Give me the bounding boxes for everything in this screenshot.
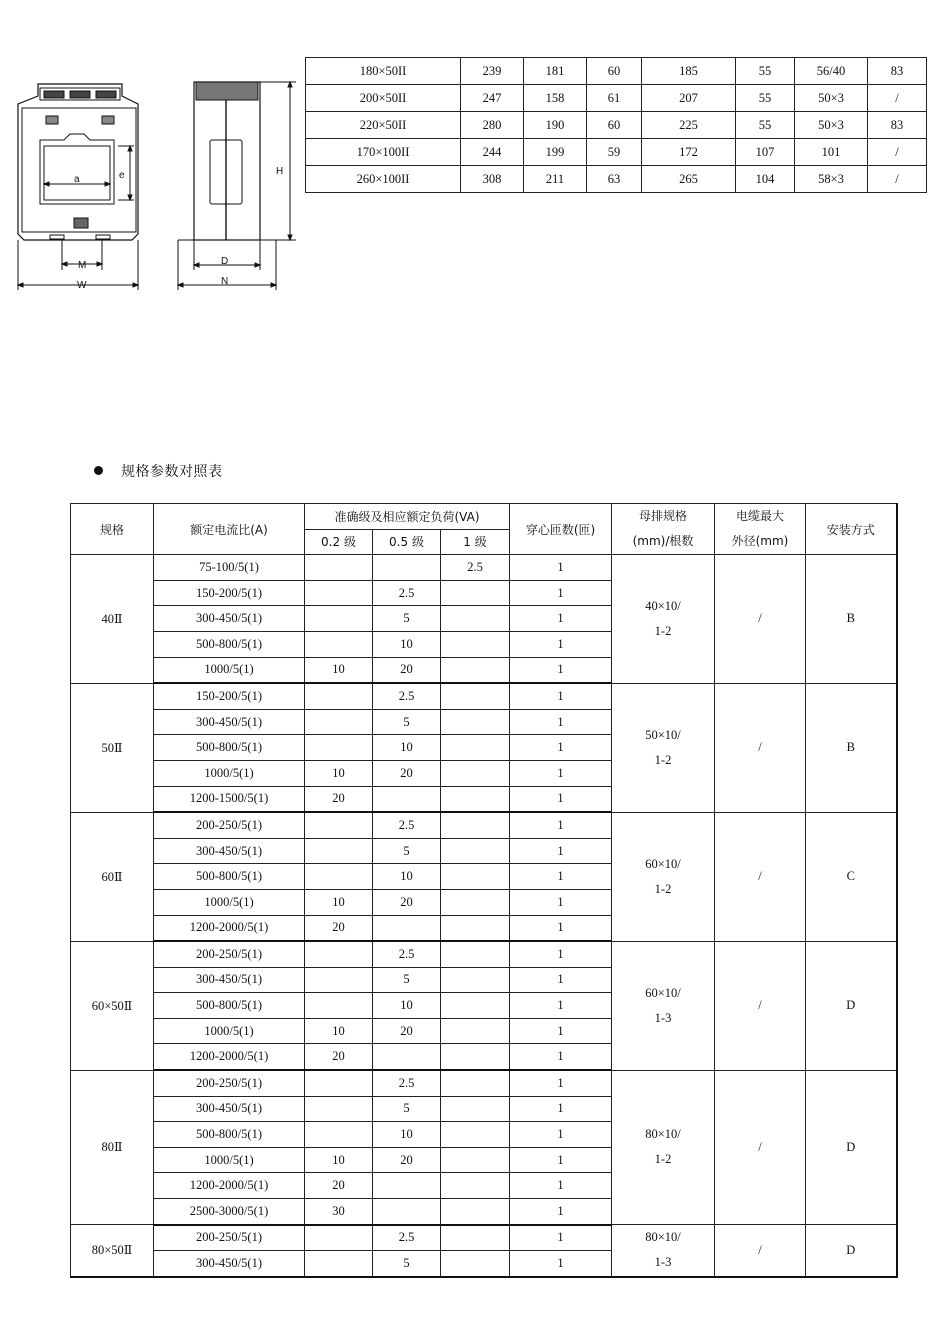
spec-c02 (305, 606, 373, 632)
spec-turns: 1 (510, 838, 612, 864)
spec-c02: 20 (305, 786, 373, 812)
spec-busbar (612, 683, 715, 812)
spec-row (71, 812, 897, 838)
spec-c02 (305, 735, 373, 761)
spec-ratio: 300-450/5(1) (154, 1096, 305, 1122)
spec-c1 (441, 1096, 510, 1122)
spec-c1 (441, 657, 510, 683)
spec-c02: 20 (305, 915, 373, 941)
spec-model: 60×50Ⅱ (71, 941, 154, 1070)
dimension-value: 207 (642, 85, 736, 112)
spec-turns: 1 (510, 941, 612, 967)
dimension-value: 225 (642, 112, 736, 139)
dimension-value: / (868, 166, 927, 193)
spec-ratio: 1200-2000/5(1) (154, 915, 305, 941)
spec-c02: 10 (305, 889, 373, 915)
spec-c1 (441, 838, 510, 864)
dimension-value: 50×3 (795, 112, 868, 139)
spec-c05 (373, 1173, 441, 1199)
spec-model: 50Ⅱ (71, 683, 154, 812)
spec-cable: / (715, 555, 806, 683)
spec-ratio: 1000/5(1) (154, 657, 305, 683)
dimension-model: 220×50II (306, 112, 461, 139)
spec-turns: 1 (510, 786, 612, 812)
spec-c05 (373, 915, 441, 941)
spec-c05: 5 (373, 838, 441, 864)
spec-c02 (305, 683, 373, 709)
spec-ratio: 300-450/5(1) (154, 709, 305, 735)
dimension-value: / (868, 85, 927, 112)
spec-c05: 5 (373, 1251, 441, 1277)
spec-c05: 2.5 (373, 941, 441, 967)
dimension-value: 211 (524, 166, 587, 193)
spec-ratio: 1000/5(1) (154, 1147, 305, 1173)
spec-c05: 10 (373, 864, 441, 890)
dim-label-a: a (74, 174, 80, 185)
spec-ratio: 150-200/5(1) (154, 580, 305, 606)
dimension-value: 190 (524, 112, 587, 139)
spec-row (71, 683, 897, 709)
spec-c05 (373, 786, 441, 812)
spec-turns: 1 (510, 1251, 612, 1277)
header-cable: 电缆最大 外径(mm) (715, 504, 806, 555)
header-class-05: 0.5 级 (373, 529, 441, 555)
spec-c05: 20 (373, 760, 441, 786)
spec-turns: 1 (510, 889, 612, 915)
spec-c02: 10 (305, 760, 373, 786)
spec-ratio: 500-800/5(1) (154, 631, 305, 657)
spec-c02: 10 (305, 1147, 373, 1173)
busbar-size: 60×10/ (645, 985, 681, 1000)
spec-c1 (441, 580, 510, 606)
dim-label-w: W (77, 280, 87, 291)
dimension-row (306, 85, 927, 112)
spec-c1 (441, 1044, 510, 1070)
spec-c05: 5 (373, 709, 441, 735)
dim-label-d: D (221, 256, 229, 267)
spec-c02 (305, 838, 373, 864)
dimension-model: 200×50II (306, 85, 461, 112)
busbar-size: 40×10/ (645, 598, 681, 613)
spec-ratio: 2500-3000/5(1) (154, 1199, 305, 1225)
dimension-row (306, 166, 927, 193)
spec-c1 (441, 786, 510, 812)
dimension-model: 170×100II (306, 139, 461, 166)
busbar-count: 1-2 (654, 1152, 672, 1167)
header-class-02: 0.2 级 (305, 529, 373, 555)
spec-cable: / (715, 1070, 806, 1225)
spec-c02 (305, 1225, 373, 1251)
dimension-value: 101 (795, 139, 868, 166)
spec-c1: 2.5 (441, 555, 510, 581)
spec-turns: 1 (510, 760, 612, 786)
spec-turns: 1 (510, 606, 612, 632)
spec-turns: 1 (510, 1018, 612, 1044)
spec-c1 (441, 1225, 510, 1251)
spec-c05: 10 (373, 993, 441, 1019)
spec-busbar (612, 812, 715, 941)
spec-c05: 2.5 (373, 683, 441, 709)
dimension-model: 260×100II (306, 166, 461, 193)
spec-c05: 5 (373, 606, 441, 632)
dimension-row (306, 139, 927, 166)
spec-ratio: 1000/5(1) (154, 889, 305, 915)
spec-ratio: 1000/5(1) (154, 1018, 305, 1044)
spec-mount: D (806, 1070, 897, 1225)
dimension-value: 265 (642, 166, 736, 193)
dimension-value: 83 (868, 58, 927, 85)
spec-ratio: 75-100/5(1) (154, 555, 305, 581)
spec-c1 (441, 735, 510, 761)
busbar-count: 1-3 (654, 1010, 672, 1025)
busbar-count: 1-2 (654, 623, 672, 638)
header-accuracy: 准确级及相应额定负荷(VA) (305, 504, 510, 530)
spec-table (70, 503, 898, 1278)
dimension-value: 107 (736, 139, 795, 166)
spec-cable: / (715, 683, 806, 812)
spec-turns: 1 (510, 631, 612, 657)
spec-model: 40Ⅱ (71, 555, 154, 683)
section-title: 规格参数对照表 (121, 464, 223, 480)
dimension-value: 185 (642, 58, 736, 85)
spec-c1 (441, 1018, 510, 1044)
spec-ratio: 200-250/5(1) (154, 941, 305, 967)
spec-mount: C (806, 812, 897, 941)
spec-c05: 2.5 (373, 1225, 441, 1251)
spec-turns: 1 (510, 1199, 612, 1225)
spec-c1 (441, 915, 510, 941)
busbar-count: 1-2 (654, 881, 672, 896)
spec-model: 60Ⅱ (71, 812, 154, 941)
spec-c1 (441, 709, 510, 735)
dimension-value: 308 (461, 166, 524, 193)
header-ratio: 额定电流比(A) (154, 504, 305, 555)
spec-turns: 1 (510, 993, 612, 1019)
spec-c05: 20 (373, 889, 441, 915)
busbar-count: 1-3 (654, 1255, 672, 1270)
spec-cable: / (715, 941, 806, 1070)
spec-ratio: 150-200/5(1) (154, 683, 305, 709)
dim-label-m: M (78, 260, 87, 271)
spec-c02 (305, 555, 373, 581)
dimension-value: 59 (587, 139, 642, 166)
spec-c02: 20 (305, 1173, 373, 1199)
spec-turns: 1 (510, 1070, 612, 1096)
header-busbar: 母排规格 (mm)/根数 (612, 504, 715, 555)
dimension-value: 50×3 (795, 85, 868, 112)
dimension-value: 247 (461, 85, 524, 112)
busbar-size: 50×10/ (645, 727, 681, 742)
spec-ratio: 1200-2000/5(1) (154, 1044, 305, 1070)
spec-ratio: 500-800/5(1) (154, 1122, 305, 1148)
spec-busbar (612, 1225, 715, 1277)
spec-c05 (373, 1199, 441, 1225)
spec-c05: 2.5 (373, 812, 441, 838)
side-view-outline (194, 82, 260, 240)
dimension-row (306, 58, 927, 85)
spec-ratio: 200-250/5(1) (154, 1225, 305, 1251)
dimension-table (305, 57, 927, 193)
spec-c02 (305, 1096, 373, 1122)
spec-c02 (305, 864, 373, 890)
header-turns: 穿心匝数(匝) (510, 504, 612, 555)
busbar-size: 80×10/ (645, 1127, 681, 1142)
spec-c1 (441, 1199, 510, 1225)
nameplate (74, 218, 88, 228)
spec-turns: 1 (510, 1122, 612, 1148)
spec-turns: 1 (510, 1225, 612, 1251)
dimension-row (306, 112, 927, 139)
spec-c02 (305, 1251, 373, 1277)
spec-turns: 1 (510, 864, 612, 890)
spec-c1 (441, 760, 510, 786)
spec-c05: 5 (373, 967, 441, 993)
spec-ratio: 1200-2000/5(1) (154, 1173, 305, 1199)
spec-ratio: 500-800/5(1) (154, 864, 305, 890)
spec-turns: 1 (510, 657, 612, 683)
spec-row (71, 941, 897, 967)
spec-row (71, 555, 897, 581)
spec-c02: 10 (305, 657, 373, 683)
spec-busbar (612, 941, 715, 1070)
dimension-value: / (868, 139, 927, 166)
dimension-value: 60 (587, 112, 642, 139)
spec-c02: 30 (305, 1199, 373, 1225)
spec-mount: D (806, 941, 897, 1070)
spec-c1 (441, 941, 510, 967)
spec-c05: 10 (373, 1122, 441, 1148)
spec-ratio: 300-450/5(1) (154, 838, 305, 864)
section-heading (94, 461, 223, 481)
spec-c02 (305, 941, 373, 967)
spec-mount: B (806, 555, 897, 683)
spec-c1 (441, 993, 510, 1019)
dimension-model: 180×50II (306, 58, 461, 85)
spec-c02 (305, 993, 373, 1019)
spec-c1 (441, 889, 510, 915)
dim-label-h: H (276, 166, 284, 177)
spec-turns: 1 (510, 812, 612, 838)
spec-turns: 1 (510, 915, 612, 941)
busbar-size: 60×10/ (645, 856, 681, 871)
spec-c05: 20 (373, 657, 441, 683)
dimension-value: 158 (524, 85, 587, 112)
front-view-outline (18, 84, 138, 240)
spec-c1 (441, 683, 510, 709)
dim-label-n: N (221, 276, 229, 287)
dimension-value: 56/40 (795, 58, 868, 85)
spec-c1 (441, 864, 510, 890)
spec-c1 (441, 967, 510, 993)
spec-c02 (305, 967, 373, 993)
dimension-value: 83 (868, 112, 927, 139)
spec-c1 (441, 1147, 510, 1173)
dimension-value: 199 (524, 139, 587, 166)
spec-c05: 2.5 (373, 1070, 441, 1096)
spec-c05: 2.5 (373, 580, 441, 606)
spec-cable: / (715, 1225, 806, 1277)
spec-turns: 1 (510, 683, 612, 709)
spec-c02 (305, 1122, 373, 1148)
spec-c02 (305, 580, 373, 606)
spec-c02 (305, 812, 373, 838)
spec-c05: 10 (373, 735, 441, 761)
spec-mount: B (806, 683, 897, 812)
spec-turns: 1 (510, 735, 612, 761)
window-opening (40, 134, 114, 204)
dimension-value: 63 (587, 166, 642, 193)
terminal-p1 (46, 116, 58, 124)
spec-c1 (441, 606, 510, 632)
dimension-value: 239 (461, 58, 524, 85)
spec-c02 (305, 631, 373, 657)
spec-c1 (441, 631, 510, 657)
dimension-value: 172 (642, 139, 736, 166)
spec-c05: 20 (373, 1018, 441, 1044)
spec-c02: 10 (305, 1018, 373, 1044)
spec-busbar (612, 555, 715, 683)
spec-turns: 1 (510, 1147, 612, 1173)
spec-c02 (305, 709, 373, 735)
spec-c05 (373, 1044, 441, 1070)
dimension-value: 55 (736, 58, 795, 85)
terminal-p2 (102, 116, 114, 124)
dimension-value: 244 (461, 139, 524, 166)
spec-ratio: 300-450/5(1) (154, 1251, 305, 1277)
spec-turns: 1 (510, 967, 612, 993)
spec-ratio: 200-250/5(1) (154, 1070, 305, 1096)
spec-ratio: 500-800/5(1) (154, 735, 305, 761)
busbar-count: 1-2 (654, 752, 672, 767)
spec-ratio: 300-450/5(1) (154, 967, 305, 993)
dimension-value: 58×3 (795, 166, 868, 193)
dimension-value: 55 (736, 112, 795, 139)
spec-c02 (305, 1070, 373, 1096)
spec-row (71, 1225, 897, 1251)
spec-c1 (441, 1070, 510, 1096)
transformer-drawings (14, 74, 304, 296)
spec-busbar (612, 1070, 715, 1225)
spec-model: 80Ⅱ (71, 1070, 154, 1225)
spec-ratio: 300-450/5(1) (154, 606, 305, 632)
spec-turns: 1 (510, 1173, 612, 1199)
spec-ratio: 1000/5(1) (154, 760, 305, 786)
spec-ratio: 1200-1500/5(1) (154, 786, 305, 812)
spec-c1 (441, 1173, 510, 1199)
spec-c1 (441, 1251, 510, 1277)
spec-c05 (373, 555, 441, 581)
spec-c1 (441, 812, 510, 838)
dimension-value: 280 (461, 112, 524, 139)
dimension-value: 60 (587, 58, 642, 85)
spec-model: 80×50Ⅱ (71, 1225, 154, 1277)
dimension-value: 61 (587, 85, 642, 112)
spec-c05: 20 (373, 1147, 441, 1173)
spec-ratio: 200-250/5(1) (154, 812, 305, 838)
dimension-value: 181 (524, 58, 587, 85)
dimension-value: 55 (736, 85, 795, 112)
busbar-size: 80×10/ (645, 1230, 681, 1245)
spec-turns: 1 (510, 555, 612, 581)
spec-c1 (441, 1122, 510, 1148)
bullet-icon (94, 466, 103, 475)
dim-label-e: e (119, 170, 125, 181)
spec-cable: / (715, 812, 806, 941)
spec-turns: 1 (510, 709, 612, 735)
spec-c05: 5 (373, 1096, 441, 1122)
dimension-value: 104 (736, 166, 795, 193)
spec-row (71, 1070, 897, 1096)
header-class-1: 1 级 (441, 529, 510, 555)
spec-turns: 1 (510, 580, 612, 606)
spec-c05: 10 (373, 631, 441, 657)
header-spec: 规格 (71, 504, 154, 555)
spec-mount: D (806, 1225, 897, 1277)
header-mount: 安装方式 (806, 504, 897, 555)
spec-turns: 1 (510, 1044, 612, 1070)
spec-c02: 20 (305, 1044, 373, 1070)
spec-turns: 1 (510, 1096, 612, 1122)
spec-ratio: 500-800/5(1) (154, 993, 305, 1019)
